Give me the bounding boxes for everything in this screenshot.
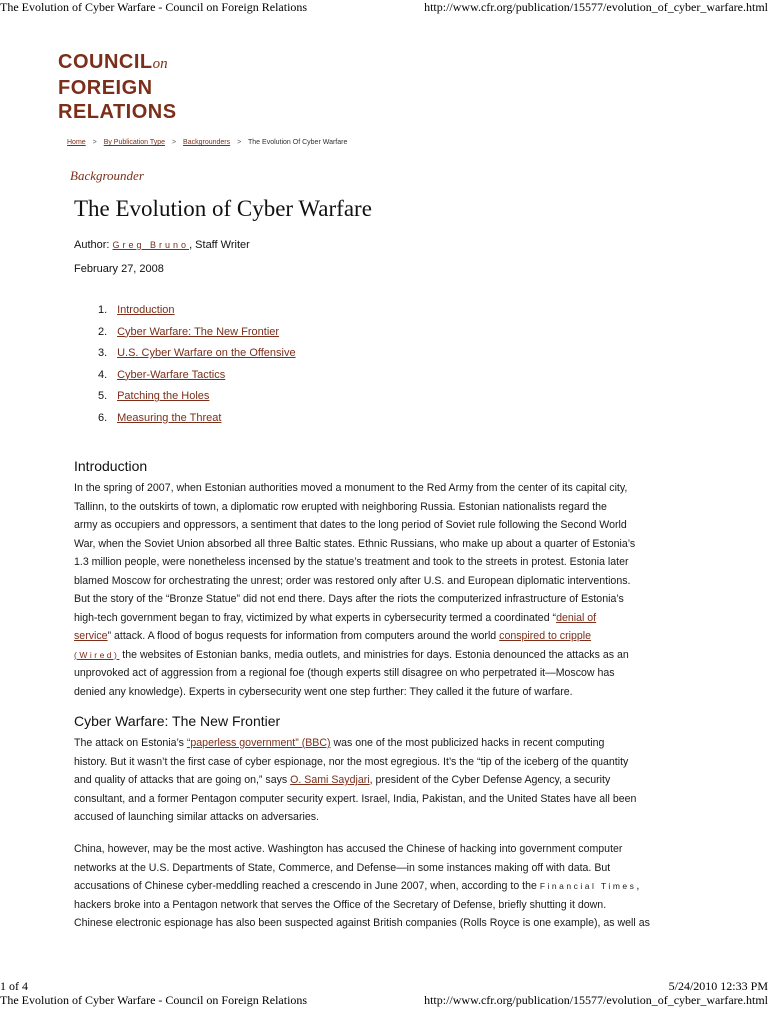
logo-line-2: FOREIGN — [58, 77, 153, 99]
text-segment: , — [636, 880, 640, 892]
print-header-url: http://www.cfr.org/publication/15577/evolution_of_cyber_warfare.html — [424, 0, 768, 14]
denial-of-service-link[interactable]: denial of — [556, 611, 597, 624]
toc-number: 5. — [98, 390, 108, 403]
toc-number: 1. — [98, 304, 108, 316]
sami-saydjari-link[interactable]: O. Sami Saydjari — [290, 774, 370, 786]
breadcrumb-current: The Evolution Of Cyber Warfare — [248, 139, 348, 146]
text-line: history. But it wasn’t the first case of cyber espionage, nor the most egregious. It’s the “tip of the iceberg of the quantity — [74, 755, 629, 768]
print-datetime: 5/24/2010 12:33 PM — [668, 979, 768, 993]
text-line: denied any knowledge). Experts in cybersecurity went one step further: They called it the future of warfare. — [74, 685, 573, 698]
logo-line-3: RELATIONS — [58, 101, 177, 123]
breadcrumb-separator: > — [237, 139, 242, 146]
toc-link-tactics[interactable]: Cyber-Warfare Tactics — [117, 368, 226, 381]
logo-word-council: COUNCIL — [58, 51, 153, 73]
text-segment: accusations of Chinese cyber-meddling reached a crescendo in June 2007, when, according to the — [74, 880, 540, 892]
toc-number: 4. — [98, 368, 108, 381]
introduction-paragraph — [74, 479, 694, 701]
text-line: Tallinn, to the outskirts of town, a diplomatic row erupted with neighboring Russia. Estonian nationalists regard the — [74, 500, 607, 513]
text-line: Chinese electronic espionage has also been suspected against British companies (Rolls Royce is one example), as well as — [74, 917, 650, 929]
toc-number: 3. — [98, 347, 108, 360]
conspired-to-cripple-link[interactable]: conspired to cripple — [499, 630, 592, 642]
text-line — [74, 646, 694, 665]
text-segment: high-tech government began to fray, victimized by what experts in cybersecurity termed a coordinated “ — [74, 611, 557, 624]
section-label: Backgrounder — [70, 168, 144, 183]
print-header-title: The Evolution of Cyber Warfare - Council on Foreign Relations — [0, 0, 308, 14]
section-heading-new-frontier: Cyber Warfare: The New Frontier — [74, 713, 281, 729]
wired-source-link[interactable]: (Wired) — [74, 649, 120, 660]
author-name-link[interactable]: Greg Bruno — [112, 240, 190, 250]
text-line — [74, 877, 694, 896]
text-line: War, when the Soviet Union absorbed all three Baltic states. Ethnic Russians, who make up about a quarter of Estonia’s — [74, 537, 636, 550]
text-segment: The attack on Estonia’s — [74, 737, 187, 749]
table-of-contents — [98, 302, 296, 432]
author-suffix: , Staff Writer — [189, 239, 250, 251]
text-line: In the spring of 2007, when Estonian authorities moved a monument to the Red Army from the center of its capital city, — [74, 482, 628, 494]
logo-word-on: on — [152, 56, 168, 72]
toc-item — [98, 410, 296, 432]
text-line: blamed Moscow for orchestrating the unrest; order was restored only after U.S. and European diplomatic interventions. — [74, 574, 631, 587]
text-line: 1.3 million people, were nonetheless incensed by the statue’s treatment and took to the streets in protest. Estonia later — [74, 556, 629, 568]
toc-item — [98, 345, 296, 367]
new-frontier-paragraph-2 — [74, 840, 694, 933]
financial-times-source: Financial Times — [539, 881, 637, 891]
text-line: unprovoked act of aggression from a regional foe (though experts still disagree on who perpetrated it—Moscow has — [74, 667, 615, 679]
breadcrumb — [67, 139, 347, 146]
section-heading-introduction: Introduction — [74, 458, 148, 474]
toc-number: 6. — [98, 411, 108, 424]
text-line: China, however, may be the most active. Washington has accused the Chinese of hacking into government computer — [74, 843, 623, 855]
text-line: hackers broke into a Pentagon network that serves the Office of the Secretary of Defense, briefly shutting it down. — [74, 898, 607, 911]
toc-number: 2. — [98, 325, 108, 338]
toc-link-introduction[interactable]: Introduction — [117, 304, 175, 316]
paperless-government-link[interactable]: “paperless government” (BBC) — [186, 737, 331, 749]
print-footer-source — [0, 993, 768, 1009]
text-segment: , president of the Cyber Defense Agency, a security — [369, 774, 611, 786]
text-segment: and quality of attacks that are going on,” says — [74, 774, 291, 786]
print-footer-title: The Evolution of Cyber Warfare - Council on Foreign Relations — [0, 993, 308, 1007]
new-frontier-paragraph-1 — [74, 734, 694, 827]
breadcrumb-publication-type-link[interactable]: By Publication Type — [103, 139, 166, 146]
cfr-logo[interactable] — [58, 50, 177, 124]
toc-link-measuring[interactable]: Measuring the Threat — [117, 411, 222, 424]
text-line: networks at the U.S. Departments of State, Commerce, and Defense—in some instances making off with data. But — [74, 861, 611, 874]
publication-date: February 27, 2008 — [74, 263, 164, 275]
toc-item — [98, 388, 296, 410]
toc-item — [98, 324, 296, 346]
breadcrumb-home-link[interactable]: Home — [67, 139, 86, 146]
text-segment: ” attack. A flood of bogus requests for information from computers around the world — [107, 630, 500, 642]
toc-link-offensive[interactable]: U.S. Cyber Warfare on the Offensive — [117, 347, 296, 360]
text-line: consultant, and a former Pentagon computer security expert. Israel, India, Pakistan, and the United States have all been — [74, 792, 637, 805]
print-page-number: 1 of 4 — [0, 979, 28, 993]
text-line: accused of launching similar attacks on adversaries. — [74, 811, 319, 823]
toc-link-new-frontier[interactable]: Cyber Warfare: The New Frontier — [117, 325, 280, 338]
text-segment: the websites of Estonian banks, media outlets, and ministries for days. Estonia denounced the attacks as an — [119, 648, 629, 661]
breadcrumb-backgrounders-link[interactable]: Backgrounders — [183, 139, 231, 146]
print-header — [0, 0, 768, 16]
page-title: The Evolution of Cyber Warfare — [74, 196, 372, 221]
author-prefix: Author: — [74, 239, 113, 251]
logo-line-1 — [58, 50, 177, 76]
text-line: But the story of the “Bronze Statue” did not end there. Days after the riots the computerized infrastructure of Estonia’s — [74, 593, 624, 605]
author-line — [74, 239, 250, 251]
text-line — [74, 771, 694, 790]
breadcrumb-separator: > — [92, 139, 97, 146]
text-line — [74, 609, 694, 628]
toc-link-patching[interactable]: Patching the Holes — [117, 390, 210, 403]
text-line: army as occupiers and oppressors, a sentiment that dates to the long period of Soviet rule following the Second World — [74, 519, 627, 531]
print-footer-url: http://www.cfr.org/publication/15577/evolution_of_cyber_warfare.html — [424, 993, 768, 1007]
toc-item — [98, 367, 296, 389]
text-line — [74, 734, 694, 753]
denial-of-service-link[interactable]: service — [74, 630, 108, 642]
toc-item — [98, 302, 296, 324]
text-segment: was one of the most publicized hacks in recent computing — [330, 737, 605, 749]
breadcrumb-separator: > — [172, 139, 177, 146]
text-line — [74, 627, 694, 646]
